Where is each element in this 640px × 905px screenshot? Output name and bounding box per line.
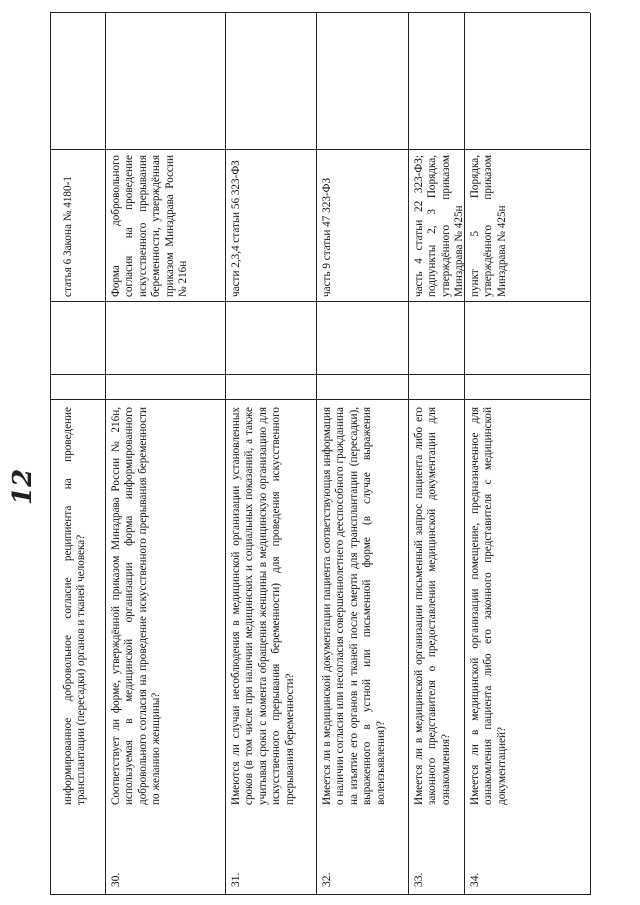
row-divider: [105, 13, 106, 895]
question-cell: Соответствует ли форме, утверждённой приказом Минздрава России № 216н, используемая в медицинской организации форма информированного добровольного согласия на проведение искусственного прерывания беременности по желанию женщины?: [110, 407, 163, 805]
question-cell: Имеется ли в медицинской организации письменный запрос пациента либо его законного представителя о предоставлении медицинской документации для ознакомления?: [413, 407, 452, 805]
question-cell: информированное добровольное согласие реципиента на проведение трансплантации (пересадки) органов и тканей человека?: [62, 407, 88, 805]
question-cell: Имеются ли случаи несоблюдения в медицинской организации установленных сроков (в том числе при наличии медицинских и социальных показаний, а также учитывая сроки с момента обращения женщины в медицинскую организацию для искусственного прерывания беременности) для проведения искусственного прерывания беременности?: [230, 407, 296, 805]
table-border: [50, 894, 590, 895]
table-border: [50, 12, 590, 13]
column-divider: [50, 149, 590, 150]
row-number: 31.: [230, 872, 242, 887]
page-number: 12: [8, 468, 38, 505]
column-divider: [50, 374, 590, 375]
column-divider: [50, 399, 590, 400]
question-cell: Имеется ли в медицинской документации пациента соответствующая информация о наличии согласия или несогласия совершеннолетнего дееспособного гражданина на изъятие его органов и тканей после смерти для трансплантации (пересадки), выраженного в устной или письменной форме (в случае выражения волеизъявления)?: [321, 407, 387, 805]
reference-cell: часть 9 статьи 47 323-ФЗ: [321, 177, 333, 297]
row-divider: [464, 13, 465, 895]
row-number: 34.: [469, 872, 481, 887]
reference-cell: Форма добровольного согласия на проведение искусственного прерывания беременности, утверждённая приказом Минздрава России № 216н: [110, 155, 190, 297]
row-number: 32.: [321, 872, 333, 887]
row-divider: [408, 13, 409, 895]
row-number: 33.: [413, 872, 425, 887]
row-divider: [225, 13, 226, 895]
row-divider: [316, 13, 317, 895]
reference-cell: статья 6 Закона № 4180-1: [62, 176, 74, 297]
row-number: 30.: [110, 872, 122, 887]
question-cell: Имеется ли в медицинской организации помещение, предназначенное для ознакомления пациента либо его законного представителя с медицинской документацией?: [469, 407, 508, 805]
column-divider: [50, 301, 590, 302]
reference-cell: часть 4 статьи 22 323-ФЗ; подпункты 2, 3 Порядка, утверждённого приказом Минздрава № 425н: [413, 155, 466, 297]
table-border: [590, 13, 591, 895]
reference-cell: части 2,3,4 статьи 56 323-ФЗ: [230, 160, 242, 297]
reference-cell: пункт 5 Порядка, утверждённого приказом Минздрава № 425н: [469, 155, 508, 297]
table-border: [50, 13, 51, 895]
